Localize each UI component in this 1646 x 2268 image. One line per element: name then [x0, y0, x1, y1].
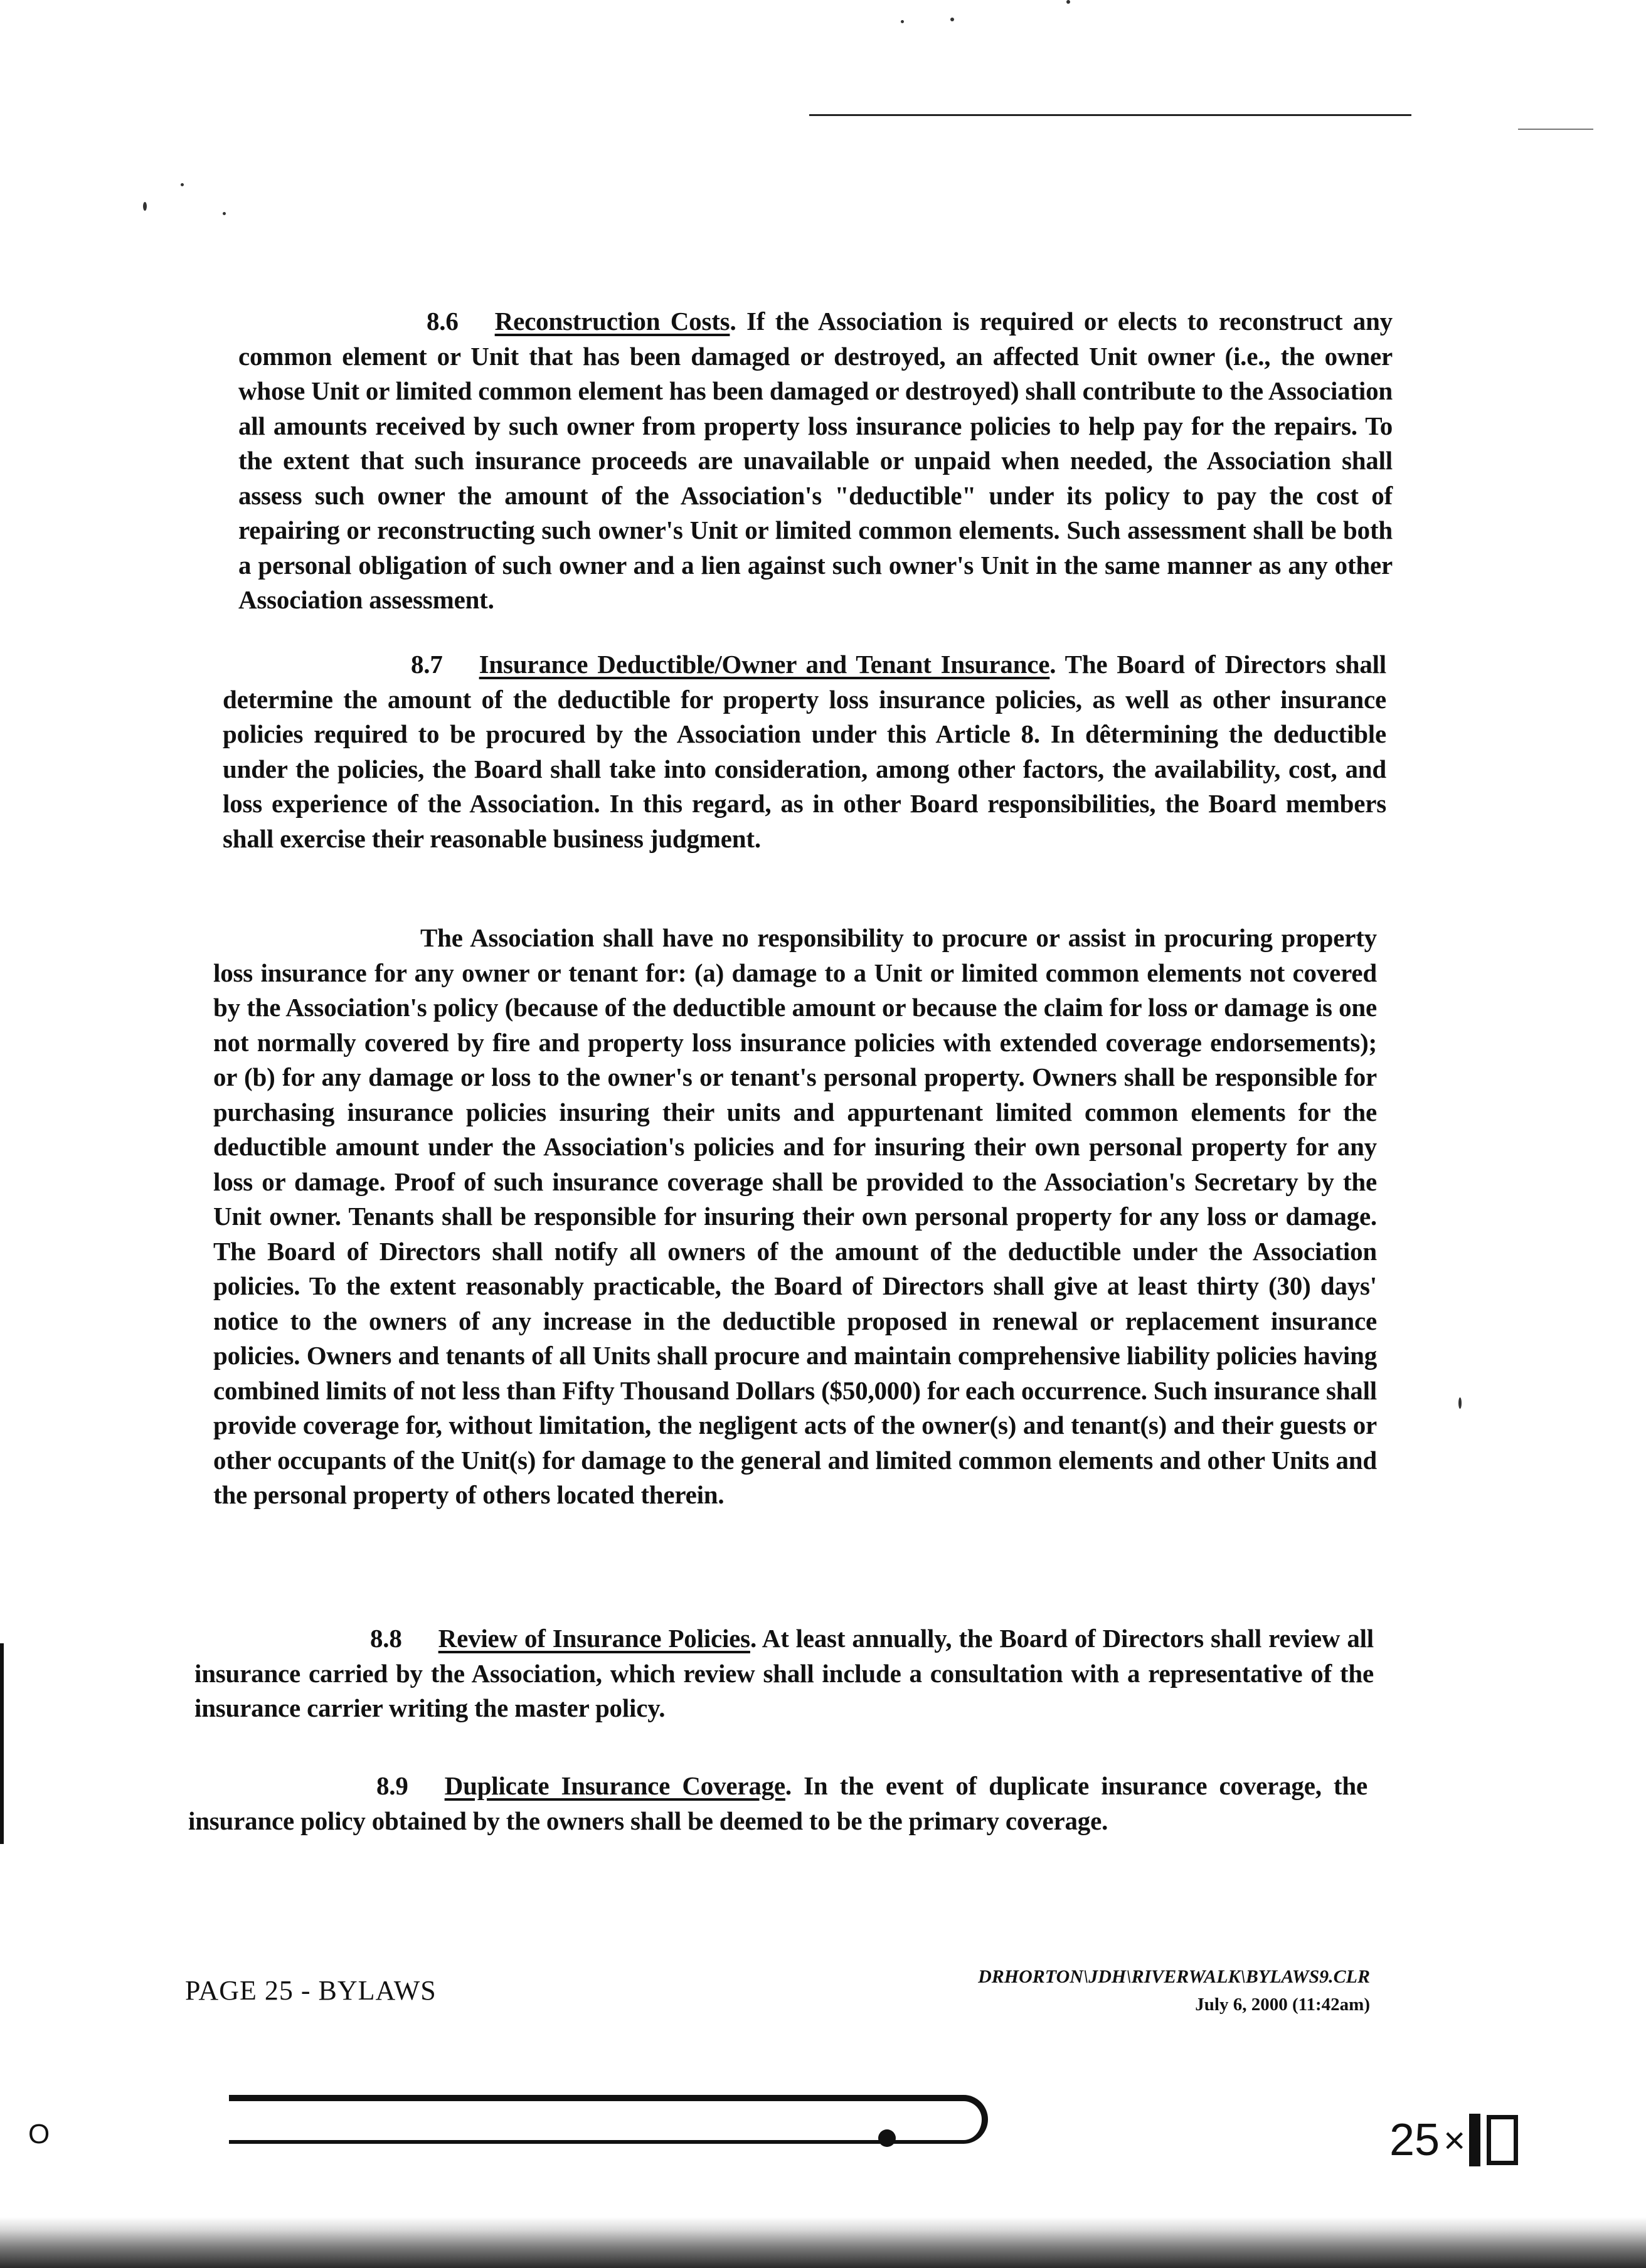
- section-8-8: [194, 1621, 1374, 1726]
- scan-artifact-top-line: [809, 114, 1411, 116]
- section-8-6: [238, 304, 1393, 618]
- section-title: Review of Insurance Policies: [438, 1624, 750, 1653]
- scan-speck: [1066, 0, 1070, 4]
- section-text: In the event of duplicate insurance coverage, the insurance policy obtained by the owners shall be deemed to be the primary coverage.: [188, 1771, 1367, 1835]
- scan-speck: [223, 212, 226, 215]
- section-title: Duplicate Insurance Coverage: [444, 1771, 785, 1800]
- section-8-7-paragraph-2: [213, 921, 1377, 1513]
- file-path: DRHORTON\JDH\RIVERWALK\BYLAWS9.CLR: [978, 1966, 1370, 1987]
- section-paragraph: 8.8 Review of Insurance Policies. At least annually, the Board of Directors shall review all insurance carried by the Association, which review shall include a consultation with a representative of the insurance carrier writing the master policy.: [194, 1621, 1374, 1726]
- scan-speck: [143, 202, 147, 211]
- file-reference: [978, 1963, 1370, 2018]
- stamp-box-mark: [1487, 2115, 1518, 2165]
- stamp-number: 25: [1389, 2115, 1440, 2165]
- stamp-times: ×: [1443, 2119, 1466, 2161]
- section-text: If the Association is required or elects to reconstruct any common element or Unit that has been damaged or destroyed, an affected Unit owner (i.e., the owner whose Unit or limited common element has been damaged or destroyed) shall contribute to the Association all amounts received by such owner from property loss insurance policies to help pay for the repairs. To the extent that such insurance proceeds are unavailable or unpaid when needed, the Association shall assess such owner the amount of the Association's "deductible" under its policy to pay the cost of repairing or reconstructing such owner's Unit or limited common elements. Such assessment shall be both a personal obligation of such owner and a lien against such owner's Unit in the same manner as any other Association assessment.: [238, 307, 1393, 614]
- scan-speck: [181, 183, 184, 186]
- section-8-9: [188, 1769, 1367, 1838]
- document-date: July 6, 2000 (11:42am): [1195, 1995, 1370, 2015]
- section-title: Insurance Deductible/Owner and Tenant Insurance: [479, 650, 1050, 679]
- section-paragraph: The Association shall have no responsibility to procure or assist in procuring property loss insurance for any owner or tenant for: (a) damage to a Unit or limited common elements not covered by the Association's policy (because of the deductible amount or because the claim for loss or damage is one not normally covered by fire and property loss insurance policies with extended coverage endorsements); or (b) for any damage or loss to the owner's or tenant's personal property. Owners shall be responsible for purchasing insurance policies insuring their units and appurtenant limited common elements for the deductible amount under the Association's policies and for insuring their own personal property for any loss or damage. Proof of such insurance coverage shall be provided to the Association's Secretary by the Unit owner. Tenants shall be responsible for insuring their own personal property for any loss or damage. The Board of Directors shall notify all owners of the amount of the deductible under the Association policies. To the extent reasonably practicable, the Board of Directors shall give at least thirty (30) days' notice to the owners of any increase in the deductible proposed in renewal or replacement insurance policies. Owners and tenants of all Units shall procure and maintain comprehensive liability policies having combined limits of not less than Fifty Thousand Dollars ($50,000) for each occurrence. Such insurance shall provide coverage for, without limitation, the negligent acts of the owner(s) and tenant(s) and their guests or other occupants of the Unit(s) for damage to the general and limited common elements and other Units and the personal property of others located therein.: [213, 923, 1377, 1509]
- section-title: Reconstruction Costs: [494, 307, 730, 336]
- scan-speck: [1458, 1397, 1462, 1409]
- page-stamp: [1389, 2114, 1518, 2166]
- section-number: 8.7: [411, 650, 443, 679]
- section-paragraph: 8.7 Insurance Deductible/Owner and Tenant Insurance. The Board of Directors shall determine the amount of the deductible for property loss insurance policies, as well as other insurance policies required to be procured by the Association under this Article 8. In dêtermining the deductible under the policies, the Board shall take into consideration, among other factors, the availability, cost, and loss experience of the Association. In this regard, as in other Board responsibilities, the Board members shall exercise their reasonable business judgment.: [223, 647, 1386, 856]
- section-paragraph: 8.6 Reconstruction Costs. If the Association is required or elects to reconstruct any common element or Unit that has been damaged or destroyed, an affected Unit owner (i.e., the owner whose Unit or limited common element has been damaged or destroyed) shall contribute to the Association all amounts received by such owner from property loss insurance policies to help pay for the repairs. To the extent that such insurance proceeds are unavailable or unpaid when needed, the Association shall assess such owner the amount of the Association's "deductible" under its policy to pay the cost of repairing or reconstructing such owner's Unit or limited common elements. Such assessment shall be both a personal obligation of such owner and a lien against such owner's Unit in the same manner as any other Association assessment.: [238, 304, 1393, 618]
- scan-speck: [901, 20, 904, 23]
- section-text: At least annually, the Board of Directors shall review all insurance carried by the Association, which review shall include a consultation with a representative of the insurance carrier writing the master policy.: [194, 1624, 1374, 1722]
- scan-left-edge: [0, 1643, 4, 1844]
- section-paragraph: 8.9 Duplicate Insurance Coverage. In the event of duplicate insurance coverage, the insurance policy obtained by the owners shall be deemed to be the primary coverage.: [188, 1769, 1367, 1838]
- stamp-bar-mark: [1469, 2114, 1480, 2166]
- section-8-7: [223, 647, 1386, 856]
- margin-zero-mark: O: [28, 2119, 50, 2149]
- section-text: The Board of Directors shall determine the amount of the deductible for property loss insurance policies, as well as other insurance policies required to be procured by the Association under this Article 8. In dêtermining the deductible under the policies, the Board shall take into consideration, among other factors, the availability, cost, and loss experience of the Association. In this regard, as in other Board responsibilities, the Board members shall exercise their reasonable business judgment.: [223, 650, 1387, 853]
- section-number: 8.9: [376, 1771, 408, 1800]
- section-number: 8.6: [427, 307, 459, 336]
- scan-speck: [950, 18, 954, 21]
- scan-artifact-bracket: [229, 2095, 988, 2144]
- page-label: PAGE 25 - BYLAWS: [185, 1975, 437, 2006]
- section-number: 8.8: [370, 1624, 402, 1653]
- scan-bottom-shadow: [0, 2217, 1646, 2268]
- scan-artifact-dot: [878, 2129, 896, 2147]
- scan-artifact-top-line-right: [1518, 129, 1593, 130]
